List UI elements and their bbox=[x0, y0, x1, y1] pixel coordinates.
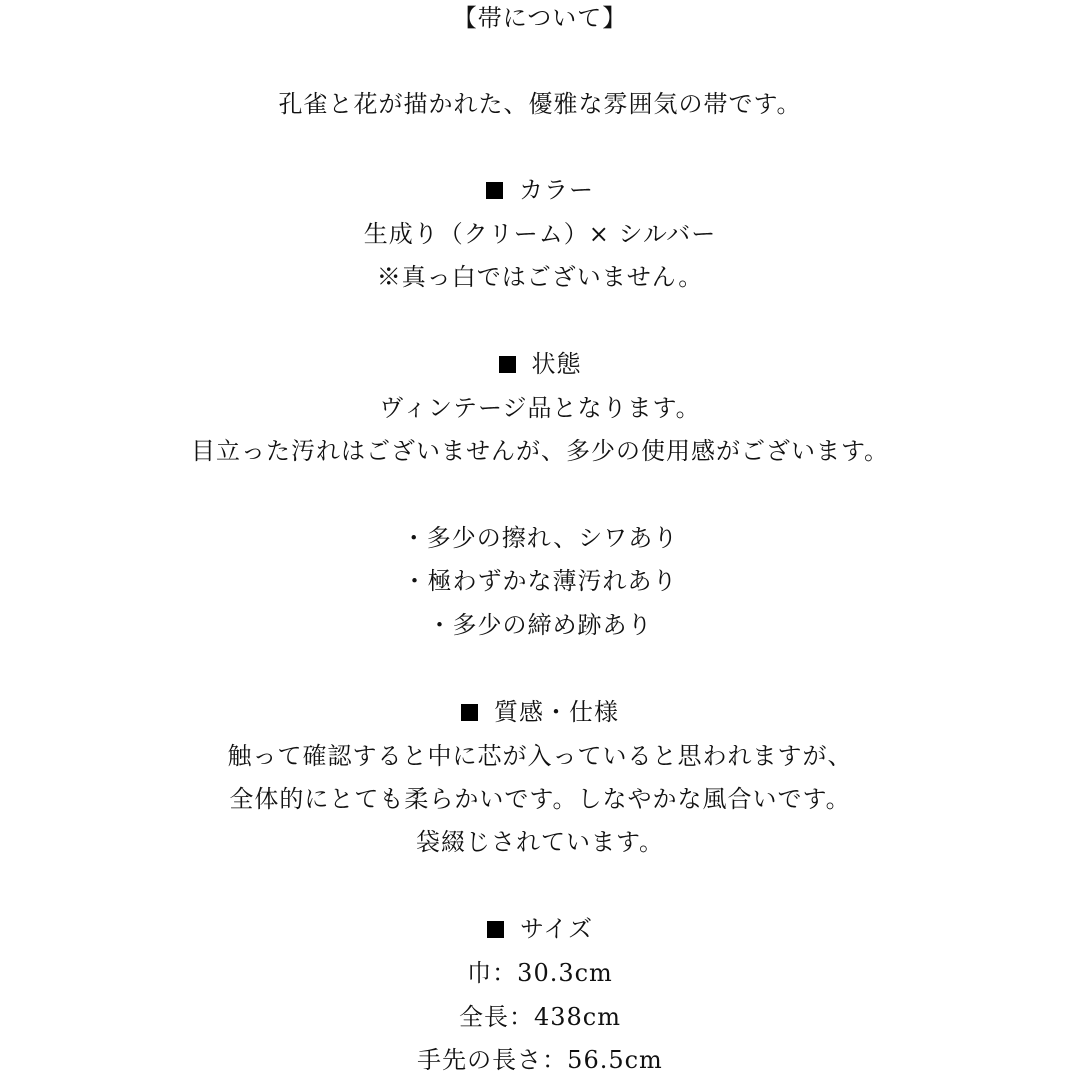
intro-text: 孔雀と花が描かれた、優雅な雰囲気の帯です。 bbox=[278, 90, 802, 118]
condition-line: ヴィンテージ品となります。 bbox=[379, 394, 701, 422]
condition-bullet: ・多少の擦れ、シワあり bbox=[401, 524, 679, 552]
color-note: ※真っ白ではございません。 bbox=[376, 263, 704, 291]
black-square-icon bbox=[499, 356, 516, 373]
black-square-icon bbox=[486, 182, 503, 199]
condition-bullet: ・極わずかな薄汚れあり bbox=[402, 567, 678, 595]
texture-line: 全体的にとても柔らかいです。しなやかな風合いです。 bbox=[229, 785, 851, 813]
condition-heading bbox=[0, 348, 1080, 380]
color-heading-label: カラー bbox=[519, 176, 594, 204]
texture-heading-label: 質感・仕様 bbox=[494, 698, 619, 726]
size-length: 全長：438cm bbox=[458, 1003, 621, 1031]
size-width: 巾：30.3cm bbox=[467, 959, 613, 987]
condition-line: 目立った汚れはございませんが、多少の使用感がございます。 bbox=[190, 437, 890, 465]
texture-line: 触って確認すると中に芯が入っていると思われますが、 bbox=[227, 742, 853, 770]
size-heading bbox=[0, 913, 1080, 945]
condition-heading-label: 状態 bbox=[531, 350, 582, 378]
texture-heading bbox=[0, 696, 1080, 728]
size-heading-label: サイズ bbox=[519, 915, 594, 943]
color-heading bbox=[0, 174, 1080, 206]
color-line: 生成り（クリーム）× シルバー bbox=[363, 220, 717, 248]
section-title: 【帯について】 bbox=[452, 4, 628, 32]
texture-line: 袋綴じされています。 bbox=[415, 828, 665, 856]
black-square-icon bbox=[487, 921, 504, 938]
condition-bullet: ・多少の締め跡あり bbox=[427, 611, 653, 639]
black-square-icon bbox=[461, 704, 478, 721]
size-tesaki-length: 手先の長さ：56.5cm bbox=[417, 1046, 663, 1074]
